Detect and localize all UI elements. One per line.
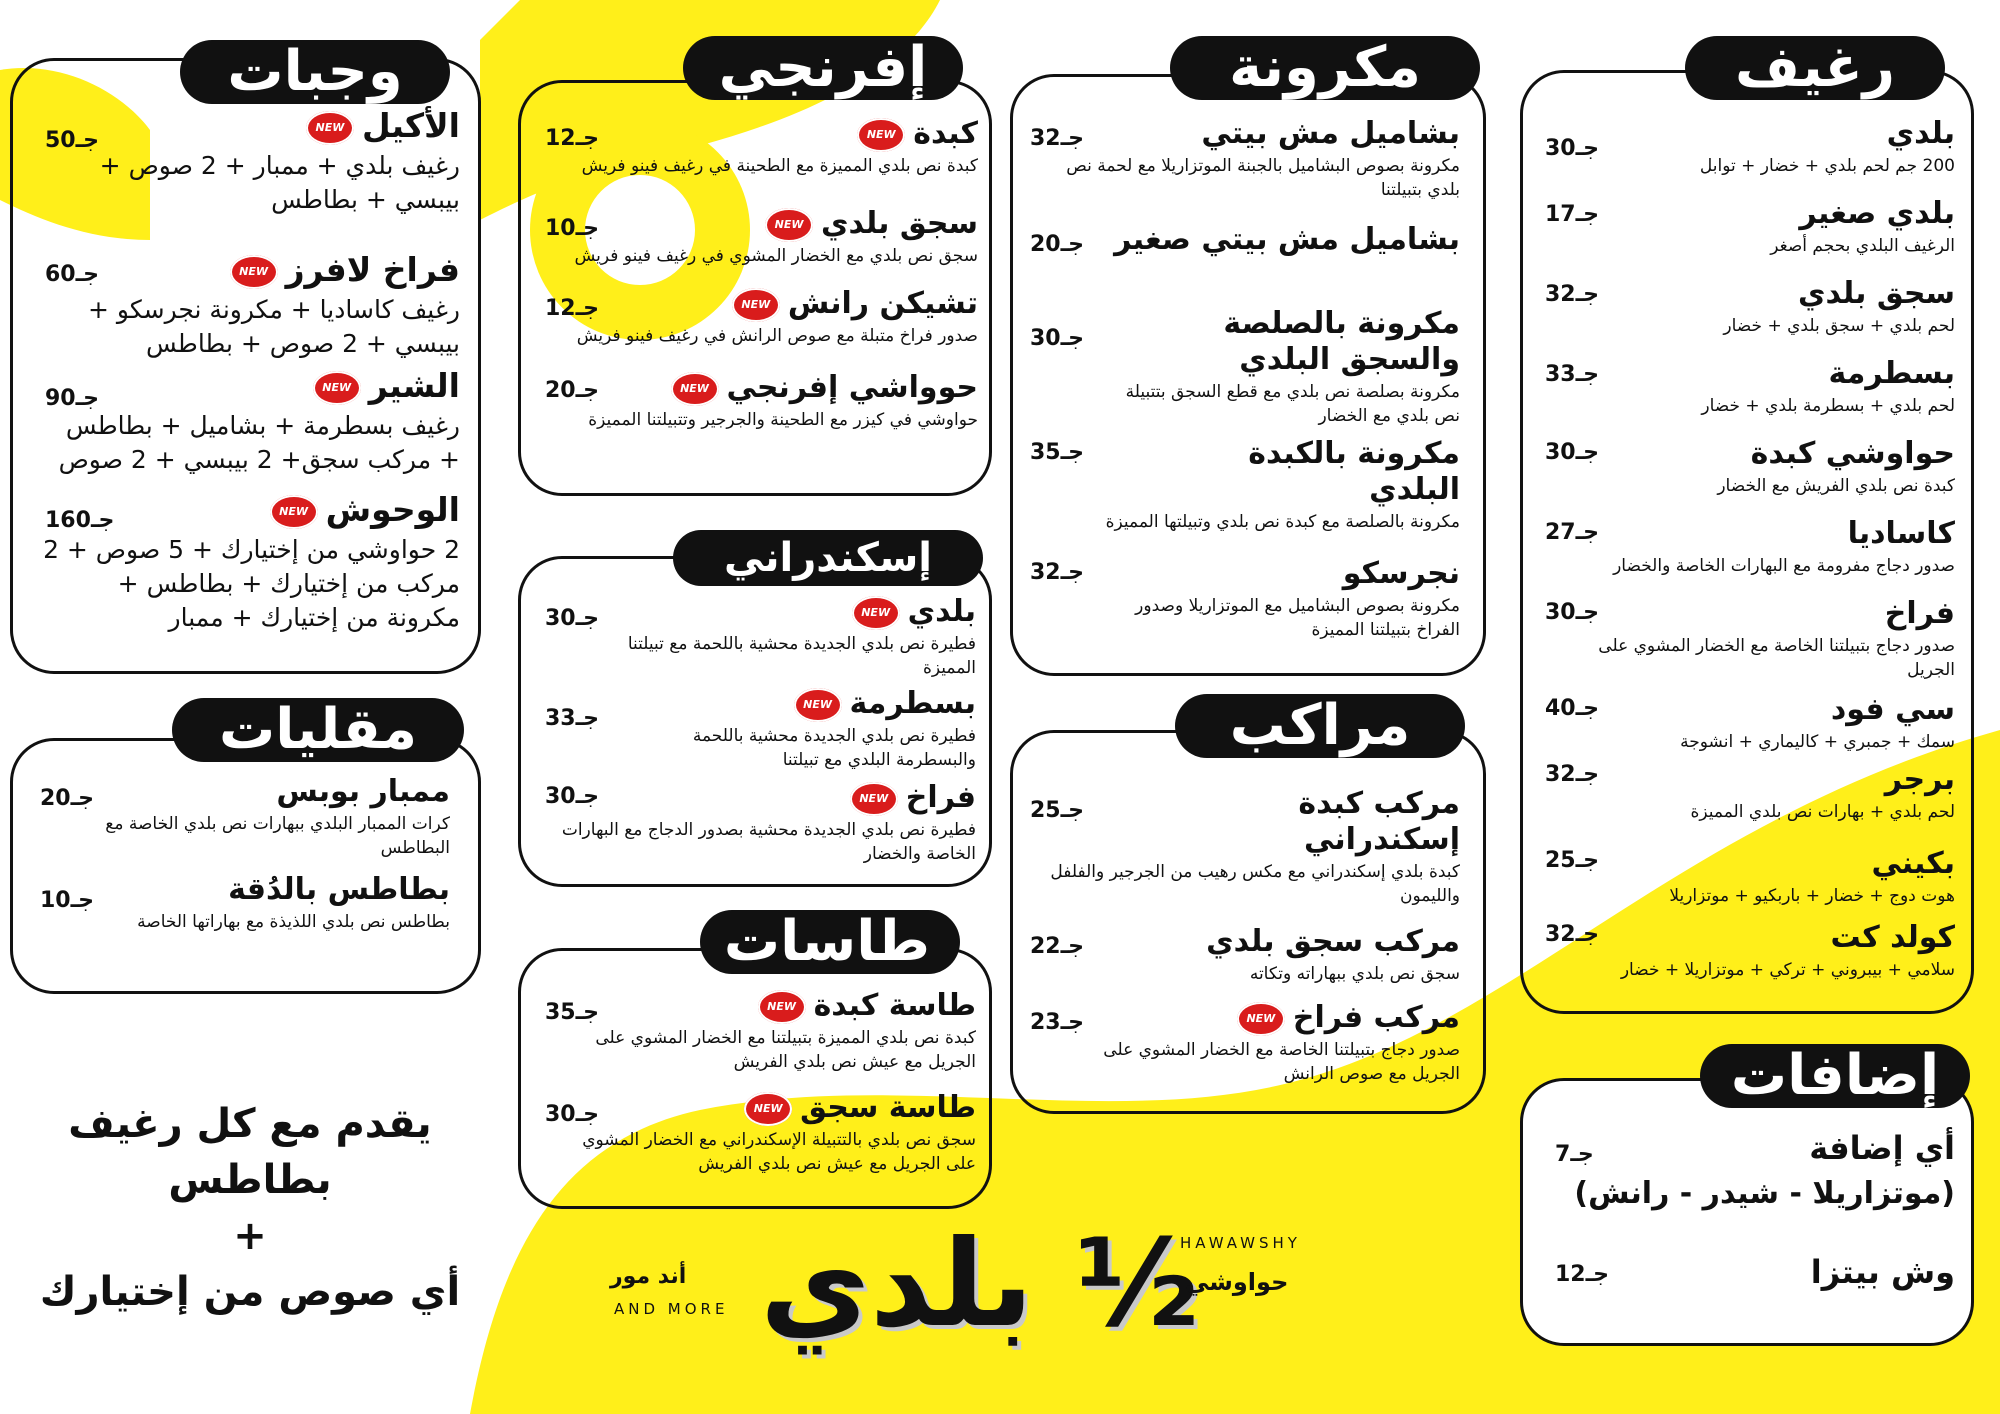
item-desc: مكرونة بصوص البشاميل مع الموتزاريلا وصدور الفراخ بتبيلتنا المميزة <box>1135 596 1460 640</box>
item-price: 50جـ <box>45 128 99 153</box>
menu-item <box>1560 846 1955 908</box>
item-name: فراخ <box>1884 596 1955 631</box>
item-desc: رغيف كاساديا + مكرونة نجرسكو + بيبسي + 2 صوص + بطاطس <box>88 294 460 358</box>
menu-item <box>560 1090 976 1176</box>
item-name: سجق بلدي <box>821 206 978 241</box>
item-price: 30جـ <box>545 1102 599 1127</box>
item-name: سي فود <box>1830 692 1955 727</box>
item-price: 27جـ <box>1545 520 1599 545</box>
item-desc: بطاطس نص بلدي اللذيذة مع بهاراتها الخاصة <box>137 912 450 932</box>
new-badge: NEW <box>850 782 898 816</box>
logo-ar-right: حواوشي <box>1185 1268 1289 1296</box>
menu-item <box>1100 556 1460 642</box>
menu-item <box>1060 116 1460 202</box>
logo-en-right: HAWAWSHY <box>1180 1234 1301 1252</box>
item-name: وش بيتزا <box>1810 1253 1955 1291</box>
menu-item <box>1040 436 1460 534</box>
item-name: فراخ <box>905 780 976 815</box>
menu-item <box>1120 924 1460 986</box>
menu-item <box>40 368 460 477</box>
item-name: بكيني <box>1871 846 1955 881</box>
item-name: مكرونة بالكبدة البلدي <box>1248 436 1460 507</box>
item-name: بشاميل مش بيتي صغير <box>1114 222 1460 257</box>
item-price: 33جـ <box>545 706 599 731</box>
item-name: مركب سجق بلدي <box>1206 924 1460 959</box>
menu-item <box>640 686 976 772</box>
item-price: 30جـ <box>1030 326 1084 351</box>
new-badge: NEW <box>270 495 318 529</box>
item-price: 10جـ <box>40 888 94 913</box>
menu-item <box>620 594 976 680</box>
item-name: بشاميل مش بيتي <box>1201 116 1460 151</box>
section-title-idafat: إضافات <box>1700 1044 1970 1108</box>
section-idafat <box>1520 1078 1974 1346</box>
menu-item <box>1070 1000 1460 1086</box>
menu-item <box>100 774 450 860</box>
item-price: 32جـ <box>1030 126 1084 151</box>
new-badge: NEW <box>230 255 278 289</box>
item-desc: حواوشي في كيزر مع الطحينة والجرجير وتتبيلتنا المميزة <box>588 410 978 430</box>
new-badge: NEW <box>794 688 842 722</box>
item-name: كاساديا <box>1847 516 1955 551</box>
section-title-eskandarani: إسكندراني <box>673 530 983 586</box>
section-title-maqliyat: مقليات <box>172 698 464 762</box>
item-desc: كبدة نص بلدي الفريش مع الخضار <box>1717 476 1955 496</box>
item-name: مكرونة بالصلصة والسجق البلدي <box>1223 306 1460 377</box>
note-line: + <box>233 1213 267 1259</box>
item-price: 20جـ <box>40 786 94 811</box>
menu-item <box>40 108 460 217</box>
item-name: بطاطس بالدُقة <box>228 872 450 907</box>
menu-item <box>1560 1130 1955 1212</box>
item-desc: هوت دوج + خضار + باربكيو + موتزاريلا <box>1669 886 1955 906</box>
new-badge: NEW <box>671 372 719 406</box>
item-name: بلدي <box>1886 116 1955 151</box>
item-desc: كبدة نص بلدي المميزة مع الطحينة في رغيف فينو فريش <box>581 156 978 176</box>
note-line: أي صوص من إختيارك <box>39 1269 461 1315</box>
item-desc: رغيف بلدي + ممبار + 2 صوص + بيبسي + بطاطس <box>99 150 460 214</box>
item-price: 20جـ <box>545 378 599 403</box>
item-price: 32جـ <box>1545 762 1599 787</box>
item-price: 90جـ <box>45 386 99 411</box>
menu-item <box>1560 1254 1955 1290</box>
new-badge: NEW <box>758 990 806 1024</box>
menu-item <box>100 872 450 934</box>
menu-item <box>1560 276 1955 338</box>
logo-ar-left: أند مور <box>610 1264 687 1289</box>
item-name: نجرسكو <box>1342 556 1460 591</box>
item-name: حوواشي إفرنجي <box>726 370 978 405</box>
item-desc: لحم بلدي + بسطرمة بلدي + خضار <box>1701 396 1955 416</box>
item-price: 30جـ <box>1545 440 1599 465</box>
menu-item <box>1560 762 1955 824</box>
item-price: 12جـ <box>1555 1262 1609 1287</box>
menu-item <box>1560 196 1955 258</box>
item-desc: (موتزاريلا - شيدر - رانش) <box>1574 1176 1955 1211</box>
item-desc: 2 حواوشي من إختيارك + 5 صوص + 2 مركب من إختيارك + بطاطس + مكرونة من إختيارك + ممبار <box>43 534 460 632</box>
section-title-ifranji: إفرنجي <box>683 36 963 100</box>
section-title-macarona: مكرونة <box>1170 36 1480 100</box>
item-price: 22جـ <box>1030 934 1084 959</box>
item-price: 35جـ <box>545 1000 599 1025</box>
item-desc: كرات الممبار البلدي ببهارات نص بلدي الخاصة مع البطاطس <box>105 814 450 858</box>
item-name: بسطرمة <box>1828 356 1955 391</box>
section-title-tasat: طاسات <box>700 910 960 974</box>
menu-item <box>1560 596 1955 682</box>
menu-item <box>1560 920 1955 982</box>
menu-item <box>40 252 460 361</box>
section-title-raghif: رغيف <box>1685 36 1945 100</box>
new-badge: NEW <box>306 111 354 145</box>
item-name: مركب فراخ <box>1292 1000 1460 1035</box>
serving-note <box>10 1096 490 1320</box>
item-name: مركب كبدة إسكندراني <box>1298 786 1460 857</box>
item-desc: فطيرة نص بلدي الجديدة محشية بصدور الدجاج مع البهارات الخاصة والخضار <box>561 820 976 864</box>
item-price: 12جـ <box>545 126 599 151</box>
note-line: يقدم مع كل رغيف <box>68 1101 432 1147</box>
item-desc: لحم بلدي + بهارات نص بلدي المميزة <box>1690 802 1955 822</box>
item-name: طاسة سجق <box>800 1090 976 1125</box>
new-badge: NEW <box>765 208 813 242</box>
item-name: كبدة <box>913 116 978 151</box>
item-price: 17جـ <box>1545 202 1599 227</box>
item-price: 32جـ <box>1030 560 1084 585</box>
menu-item <box>1060 222 1460 258</box>
item-price: 30جـ <box>545 606 599 631</box>
item-price: 25جـ <box>1545 848 1599 873</box>
menu-item <box>1120 306 1460 428</box>
menu-item <box>1040 786 1460 908</box>
item-price: 160جـ <box>45 508 115 533</box>
new-badge: NEW <box>313 371 361 405</box>
item-name: سجق بلدي <box>1798 276 1955 311</box>
new-badge: NEW <box>732 288 780 322</box>
item-price: 12جـ <box>545 296 599 321</box>
item-desc: كبدة نص بلدي المميزة بتبيلتنا مع الخضار المشوي على الجريل مع عيش نص بلدي الفريش <box>595 1028 976 1072</box>
menu-item <box>1560 692 1955 754</box>
item-price: 7جـ <box>1555 1142 1594 1167</box>
item-name: الأكيل <box>361 106 460 145</box>
brand-logo <box>600 1180 1330 1400</box>
item-desc: سمك + جمبري + كاليماري + انشوجة <box>1680 732 1955 752</box>
menu-item <box>560 780 976 866</box>
item-desc: سجق نص بلدي مع الخضار المشوي في رغيف فينو فريش <box>574 246 978 266</box>
item-name: أي إضافة <box>1809 1129 1955 1167</box>
item-price: 20جـ <box>1030 232 1084 257</box>
item-price: 60جـ <box>45 262 99 287</box>
new-badge: NEW <box>744 1092 792 1126</box>
item-name: بلدي صغير <box>1799 196 1955 231</box>
new-badge: NEW <box>852 596 900 630</box>
item-price: 30جـ <box>1545 136 1599 161</box>
menu-item <box>1560 436 1955 498</box>
menu-item <box>1560 516 1955 578</box>
menu-item <box>1560 356 1955 418</box>
item-name: ممبار بوبس <box>276 774 450 809</box>
item-desc: مكرونة بصلصة نص بلدي مع قطع السجق بتتبيلة نص بلدي مع الخضار <box>1125 382 1460 426</box>
item-name: طاسة كبدة <box>813 988 976 1023</box>
item-desc: كبدة بلدي إسكندراني مع مكس رهيب من الجرجير والفلفل والليمون <box>1050 862 1460 906</box>
item-name: كولد كت <box>1830 920 1955 955</box>
section-title-marakib: مراكب <box>1175 694 1465 758</box>
menu-item <box>560 988 976 1074</box>
item-price: 10جـ <box>545 216 599 241</box>
item-desc: صدور دجاج بتبيلتنا الخاصة مع الخضار المشوي على الجريل <box>1598 636 1955 680</box>
item-desc: 200 جم لحم بلدي + خضار + توابل <box>1699 156 1955 176</box>
item-price: 30جـ <box>545 784 599 809</box>
item-desc: صدور دجاج مفرومة مع البهارات الخاصة والخضار <box>1613 556 1955 576</box>
item-price: 40جـ <box>1545 696 1599 721</box>
menu-item <box>1560 116 1955 178</box>
item-name: بلدي <box>907 594 976 629</box>
item-desc: رغيف بسطرمة + بشاميل + بطاطس + مركب سجق+ 2 بيبسي + 2 صوص <box>58 410 460 474</box>
item-name: بسطرمة <box>849 686 976 721</box>
item-name: فراخ لافرز <box>285 250 460 289</box>
item-name: الشير <box>368 366 460 405</box>
item-desc: مكرونة بصوص البشاميل بالجبنة الموتزاريلا مع لحمة نص بلدي بتبيلتنا <box>1066 156 1460 200</box>
item-desc: فطيرة نص بلدي الجديدة محشية باللحمة والبسطرمة البلدي مع تبيلتنا <box>692 726 976 770</box>
logo-main: ½ بلدي <box>760 1215 1200 1354</box>
section-title-wagabat: وجبات <box>180 40 450 104</box>
item-price: 25جـ <box>1030 798 1084 823</box>
logo-en-left: AND MORE <box>614 1300 729 1318</box>
item-desc: الرغيف البلدي بحجم أصغر <box>1770 236 1955 256</box>
item-desc: مكرونة بالصلصة مع كبدة نص بلدي وتبيلتها المميزة <box>1105 512 1460 532</box>
item-price: 32جـ <box>1545 922 1599 947</box>
item-name: الوحوش <box>325 490 460 529</box>
item-name: حواوشي كبدة <box>1750 436 1955 471</box>
item-price: 23جـ <box>1030 1010 1084 1035</box>
item-desc: فطيرة نص بلدي الجديدة محشية باللحمة مع تبيلتنا المميزة <box>627 634 976 678</box>
item-desc: صدور دجاج بتبيلتنا الخاصة مع الخضار المشوي على الجريل مع صوص الرانش <box>1103 1040 1460 1084</box>
item-desc: لحم بلدي + سجق بلدي + خضار <box>1723 316 1955 336</box>
item-desc: سلامي + بيبروني + تركي + موتزاريلا + خضار <box>1620 960 1955 980</box>
note-line: بطاطس <box>168 1157 332 1203</box>
item-name: تشيكن رانش <box>787 286 978 321</box>
item-price: 33جـ <box>1545 362 1599 387</box>
item-name: برجر <box>1884 762 1955 797</box>
item-desc: سجق نص بلدي ببهاراته وتكاته <box>1249 964 1460 984</box>
new-badge: NEW <box>1237 1002 1285 1036</box>
item-desc: سجق نص بلدي بالتتبيلة الإسكندراني مع الخضار المشوي على الجريل مع عيش نص بلدي الفريش <box>582 1130 976 1174</box>
new-badge: NEW <box>857 118 905 152</box>
item-price: 35جـ <box>1030 440 1084 465</box>
item-desc: صدور فراخ متبلة مع صوص الرانش في رغيف فينو فريش <box>576 326 978 346</box>
item-price: 32جـ <box>1545 282 1599 307</box>
item-price: 30جـ <box>1545 600 1599 625</box>
